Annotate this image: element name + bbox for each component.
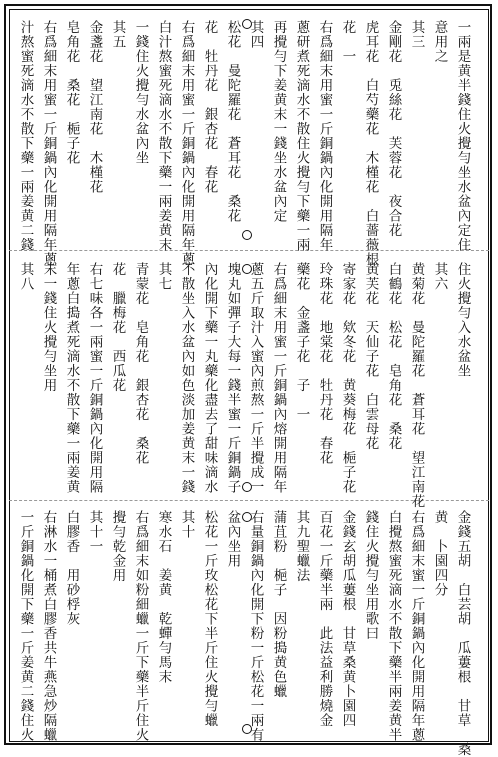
text-column: 白膠香 用砂桴灰	[63, 510, 80, 626]
text-column: 寒水石 姜黄 乾蟬勻馬末	[155, 510, 172, 684]
text-column: 右爲細末用蜜一斤銅鍋內化開用隔年蔥	[178, 20, 195, 267]
text-column: 意用之	[431, 20, 448, 64]
text-column: 金錢玄胡瓜蔞根 甘草桑黄卜園四	[339, 510, 356, 728]
text-column: 其七	[155, 262, 172, 291]
text-column: 花 一	[339, 20, 356, 64]
text-column: 其八	[17, 262, 34, 291]
text-column: 右量銅鍋內化開下粉一斤松花一兩有	[247, 510, 264, 742]
text-column: 內化開下藥一丸藥化盡去了甜味滴水	[201, 262, 218, 494]
text-column: 虎耳花 白芍藥花 木槿花 白薔薇根	[362, 20, 379, 267]
text-column: 蒲苴粉 梔子 因粉搗黄色蠟	[270, 510, 287, 699]
text-column: 右爲細末用蜜一斤銅鍋內化開用隔年	[316, 20, 333, 252]
text-column: 住火攪勻入水盆坐	[454, 262, 471, 378]
text-column: 右爲細末蜜一斤銅鍋內化開用隔年蔥	[408, 510, 425, 742]
text-column: 蔥研煮死滴水不散住火攪勻下藥一兩	[293, 20, 310, 252]
text-column: 右淋水一桶煮白膠香共牛燕急炒隔蠟	[40, 510, 57, 742]
text-column: 末一錢住火攪勻坐用	[40, 262, 57, 393]
text-column: 年蔥白搗煮死滴水不散下藥一兩姜黄	[63, 262, 80, 494]
text-column: 一兩是黄半錢住火攪勻坐水盆內定住	[454, 20, 471, 252]
text-column: 其九聖蠟法	[293, 510, 310, 583]
text-column: 黄芙花 天仙子花 白雲母花	[362, 262, 379, 451]
text-column: 金錢五胡 白芸胡 瓜蔞根 甘草 桑	[454, 510, 471, 757]
text-column: 白汁熬蜜死滴水不散下藥一兩姜黄末	[155, 20, 172, 252]
text-column: 百花一斤藥半兩 此法益利勝燒金	[316, 510, 333, 728]
text-column: 金剛花 兎絲花 芙蓉花 夜合花	[385, 20, 402, 238]
text-column: 一斤銅鍋化開下藥一斤姜黄二錢住火	[17, 510, 34, 742]
text-column: 藥花 金盞子花 子 一	[293, 262, 310, 422]
text-column: 白攪熬蜜死滴水不散下藥半兩姜黄半	[385, 510, 402, 742]
text-column: 右爲細末用蜜一斤銅鍋內熔開用隔年	[270, 262, 287, 494]
text-column: 其三	[408, 20, 425, 49]
text-column: 不散坐入水盆內如色淡加姜黄末一錢	[178, 262, 195, 494]
text-column: 寄家花 欸冬花 黄葵梅花 梔子花	[339, 262, 356, 494]
band-divider-top	[9, 250, 489, 251]
text-column: 盆內坐用	[224, 510, 241, 568]
text-column: 黄 卜園四分	[431, 510, 448, 597]
text-column: 一錢住火攪勻水盆內坐	[132, 20, 149, 165]
text-column: 右七味各一兩蜜一斤銅鍋內化開用隔	[86, 262, 103, 494]
text-column: 其五	[109, 20, 126, 49]
text-column: 其四	[247, 20, 264, 49]
text-column: 青蒙花 皂角花 銀杏花 桑花	[132, 262, 149, 465]
text-column: 玲珠花 地棠花 牡丹花 春花	[316, 262, 333, 465]
text-column: 黄菊花 曼陀羅花 蒼耳花 望江南花	[408, 262, 425, 509]
text-column: 松花 曼陀羅花 蒼耳花 桑花	[224, 20, 241, 223]
text-column: 花 臘梅花 西瓜花	[109, 262, 126, 393]
text-column: 皂角花 桑花 梔子花	[63, 20, 80, 165]
text-column: 右爲細末用蜜一斤銅鍋內化開用隔年蔥	[40, 20, 57, 267]
text-column: 攪勻乾金用	[109, 510, 126, 583]
text-column: 錢住火攪勻坐用歌曰	[362, 510, 379, 641]
text-column: 再攪勻下姜黄末一錢坐水盆內定	[270, 20, 287, 223]
text-column: 金盞花 望江南花 木槿花	[86, 20, 103, 194]
text-column: 右爲細末如粉細蠟一斤下藥半斤住火	[132, 510, 149, 742]
text-column: 塊丸如彈子大每一錢半蜜一斤銅鍋子	[224, 262, 241, 494]
text-column: 蔥五斤取汁入蜜內煎熬一斤半攪成一	[247, 262, 264, 494]
text-column: 其十	[178, 510, 195, 539]
text-column: 汁熬蜜死滴水不散下藥一兩姜黄二錢	[17, 20, 34, 252]
text-column: 白鶴花 松花 皂角花 桑花	[385, 262, 402, 451]
text-column: 其六	[431, 262, 448, 291]
text-column: 其十一	[86, 510, 103, 554]
text-column: 花 牡丹花 銀杏花 春花	[201, 20, 218, 194]
text-column: 松花一斤玫松花下半斤住火攪勻蠟	[201, 510, 218, 728]
